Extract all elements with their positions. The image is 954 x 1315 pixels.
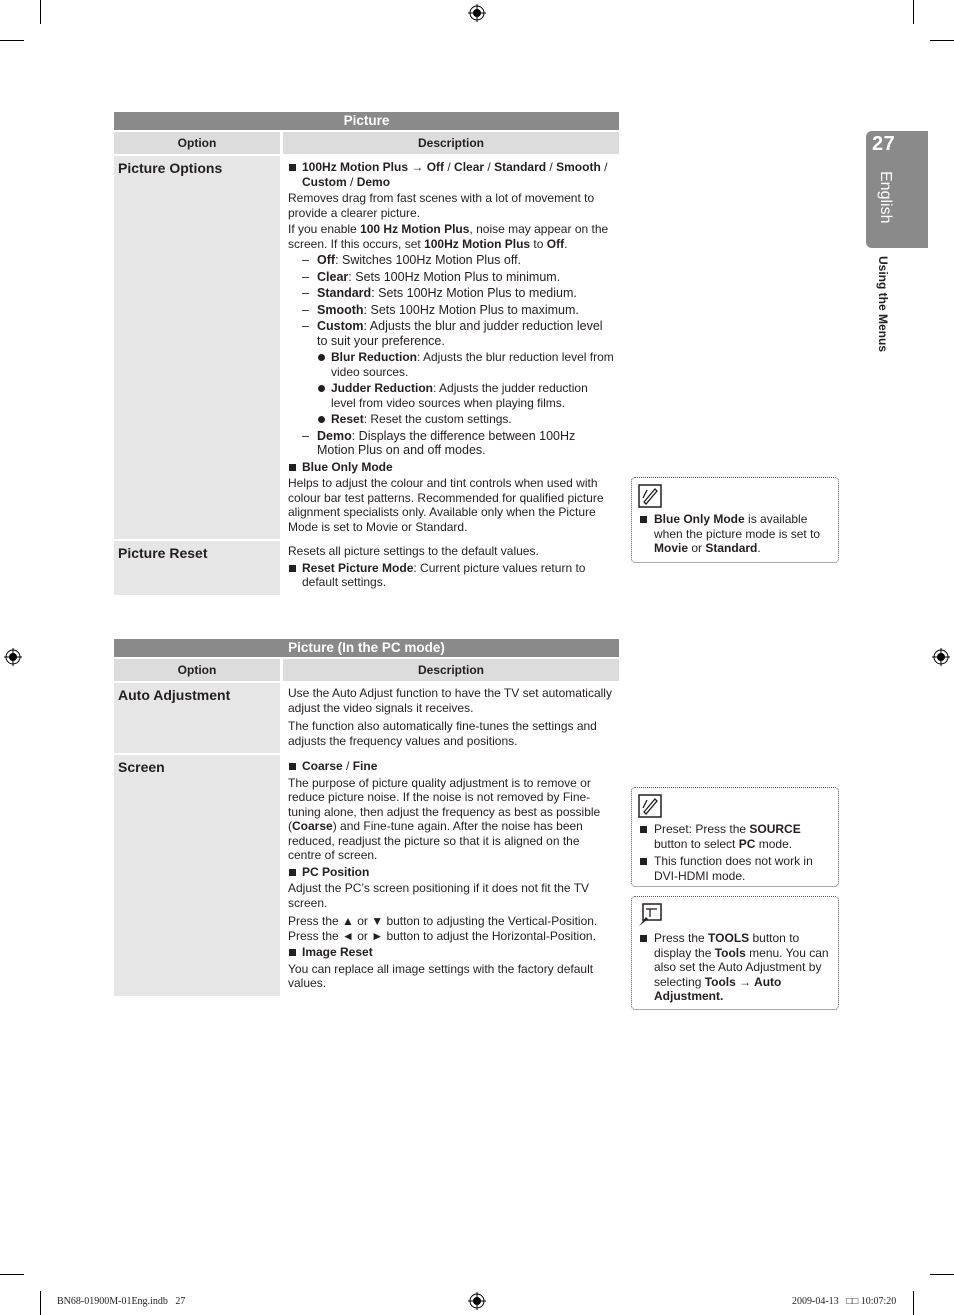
paragraph: Adjust the PC’s screen positioning if it does not fit the TV screen. (288, 881, 590, 910)
paragraph: Resets all picture settings to the default values. (288, 544, 539, 558)
paragraph: The function also automatically fine-tunes the settings and adjusts the frequency values and positions. (288, 719, 597, 748)
tools-icon (638, 903, 662, 927)
table-title: Picture (114, 112, 619, 130)
table-row (114, 156, 619, 539)
note-box (631, 477, 839, 563)
column-header-option: Option (114, 132, 280, 154)
list-item: – Demo: Displays the difference between 100Hz Motion Plus on and off modes. (288, 429, 615, 458)
option-description (283, 755, 619, 996)
list-item: Press the TOOLS button to display the Tools menu. You can also set the Auto Adjustment by selecting Tools → Auto Adjustment. (638, 931, 830, 1004)
note-pencil-icon (638, 794, 662, 818)
list-item: – Clear: Sets 100Hz Motion Plus to minimum. (288, 270, 615, 285)
setting-heading: Image Reset (288, 945, 615, 960)
setting-heading: Blue Only Mode (288, 460, 615, 475)
paragraph: You can replace all image settings with the factory default values. (288, 961, 594, 990)
list-item: – Off: Switches 100Hz Motion Plus off. (288, 253, 615, 268)
picture-table (114, 112, 619, 595)
crop-mark (0, 1274, 24, 1275)
option-label: Picture Options (114, 156, 280, 539)
crop-mark (40, 1291, 41, 1315)
table-title: Picture (In the PC mode) (114, 639, 619, 657)
crop-mark (0, 40, 24, 41)
page-number: 27 (872, 133, 896, 155)
note-pencil-icon (638, 484, 662, 508)
setting-heading: 100Hz Motion Plus → Off / Clear / Standard / Smooth / Custom / Demo (288, 160, 615, 189)
option-label: Picture Reset (114, 541, 280, 595)
option-description (283, 683, 619, 753)
paragraph: Use the Auto Adjust function to have the TV set automatically adjust the video signals it receives. (288, 686, 612, 715)
column-header-option: Option (114, 659, 280, 681)
side-tab (866, 131, 928, 248)
registration-mark-icon (468, 1292, 486, 1310)
registration-mark-icon (932, 648, 950, 666)
list-item: – Standard: Sets 100Hz Motion Plus to medium. (288, 286, 615, 301)
list-item: – Smooth: Sets 100Hz Motion Plus to maximum. (288, 303, 615, 318)
note-box (631, 787, 839, 887)
column-header-description: Description (283, 132, 619, 154)
table-row (114, 755, 619, 996)
crop-mark (930, 1274, 954, 1275)
list-item: Blur Reduction: Adjusts the blur reduction level from video sources. (288, 350, 615, 379)
list-item: Preset: Press the SOURCE button to select PC mode. (638, 822, 830, 851)
setting-heading: PC Position (288, 865, 615, 880)
footer-file-info: BN68-01900M-01Eng.indb 27 (57, 1296, 186, 1307)
picture-pc-mode-table (114, 639, 619, 996)
crop-mark (913, 1291, 914, 1315)
option-description (283, 156, 619, 539)
crop-mark (40, 0, 41, 24)
paragraph: Press the ▲ or ▼ button to adjusting the Vertical-Position. Press the ◄ or ► button to adjust the Horizontal-Position. (288, 914, 598, 943)
crop-mark (930, 40, 954, 41)
paragraph: Helps to adjust the colour and tint controls when used with colour bar test patterns. Recommended for qualified picture alignment specialists only. Available only when the Picture Mode is set to Movie or Standard. (288, 476, 604, 534)
list-item: Reset: Reset the custom settings. (288, 412, 615, 427)
crop-mark (913, 0, 914, 24)
setting-heading: Coarse / Fine (288, 759, 615, 774)
option-description (283, 541, 619, 595)
paragraph: If you enable 100 Hz Motion Plus, noise may appear on the screen. If this occurs, set 100Hz Motion Plus to Off. (288, 222, 609, 251)
option-label: Screen (114, 755, 280, 996)
footer-timestamp: 2009-04-13 □□ 10:07:20 (792, 1296, 897, 1307)
language-label: English (877, 171, 894, 224)
table-row (114, 541, 619, 595)
paragraph: The purpose of picture quality adjustment is to remove or reduce picture noise. If the noise is not removed by Fine-tuning alone, then adjust the frequency as best as possible (Coarse) and Fine-tune again. After the noise has been reduced, readjust the picture so that it is aligned on the centre of screen. (288, 775, 601, 862)
note-box (631, 896, 839, 1010)
section-title: Using the Menus (876, 256, 890, 353)
list-item: Reset Picture Mode: Current picture values return to default settings. (288, 561, 615, 590)
option-label: Auto Adjustment (114, 683, 280, 753)
list-item: Blue Only Mode is available when the picture mode is set to Movie or Standard. (638, 512, 830, 556)
column-header-description: Description (283, 659, 619, 681)
registration-mark-icon (468, 4, 486, 22)
list-item: This function does not work in DVI-HDMI mode. (638, 854, 830, 883)
registration-mark-icon (4, 648, 22, 666)
list-item: – Custom: Adjusts the blur and judder reduction level to suit your preference. (288, 319, 615, 348)
list-item: Judder Reduction: Adjusts the judder reduction level from video sources when playing films. (288, 381, 615, 410)
paragraph: Removes drag from fast scenes with a lot of movement to provide a clearer picture. (288, 191, 595, 220)
table-row (114, 683, 619, 753)
